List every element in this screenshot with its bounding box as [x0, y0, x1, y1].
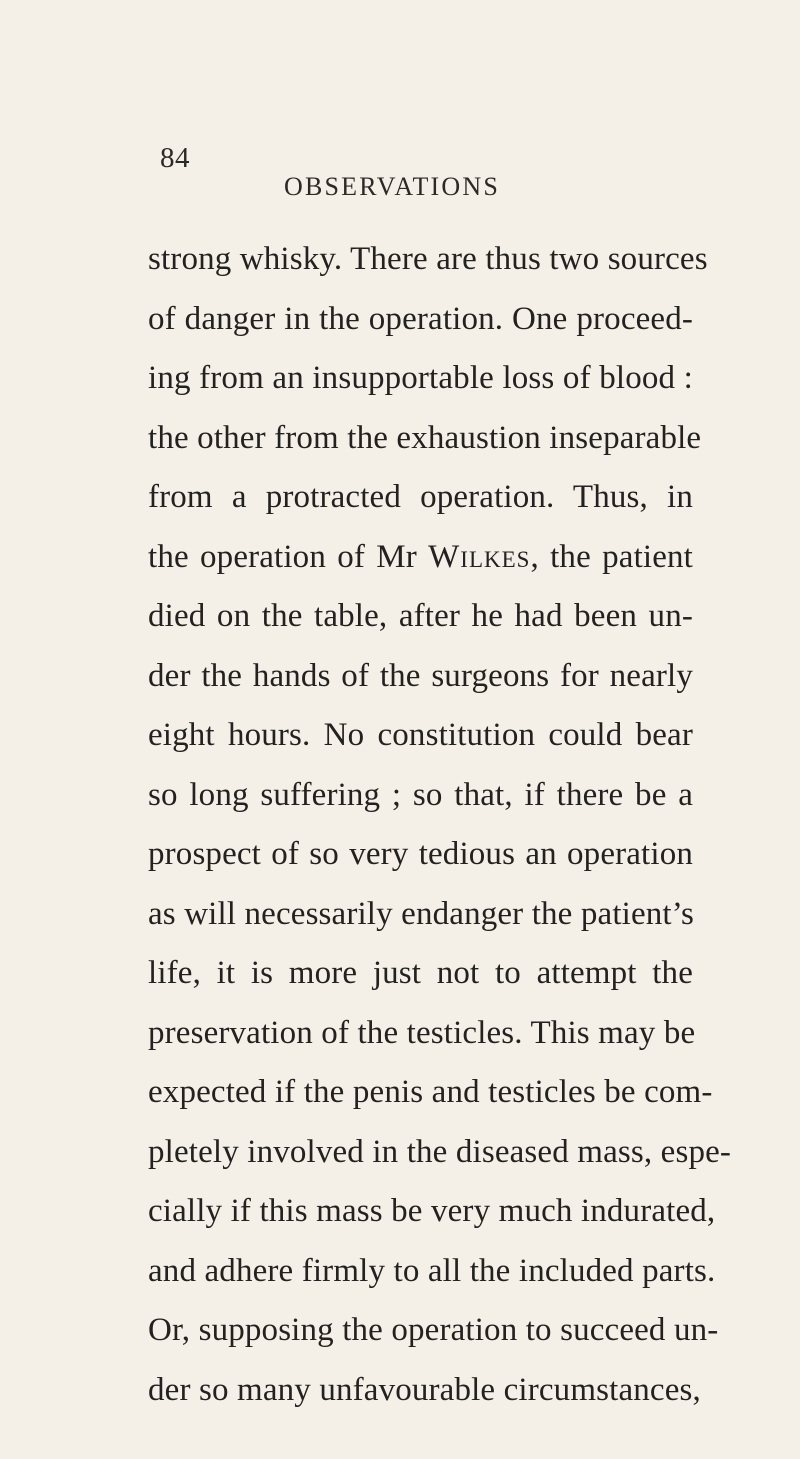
text-span: the operation of Mr: [148, 538, 429, 575]
text-line: der so many unfavourable circumstances,: [148, 1371, 701, 1408]
text-line: eight hours. No constitution could bear: [148, 717, 693, 753]
text-line: cially if this mass be very much indurated,: [148, 1193, 716, 1229]
text-line: life, it is more just not to attempt the: [148, 955, 693, 991]
text-span: , the patient: [530, 538, 693, 575]
text-line: of danger in the operation. One proceed-: [148, 300, 693, 337]
text-line: died on the table, after he had been un-: [148, 598, 693, 634]
text-line: expected if the penis and testicles be com-: [148, 1074, 713, 1110]
page-number: 84: [160, 142, 190, 174]
text-line: der the hands of the surgeons for nearly: [148, 657, 693, 694]
text-line: preservation of the testicles. This may be: [148, 1014, 696, 1051]
text-line: [148, 528, 693, 588]
text-line: prospect of so very tedious an operation: [148, 836, 693, 872]
text-line: strong whisky. There are thus two sources: [148, 241, 708, 277]
text-line: Or, supposing the operation to succeed un-: [148, 1312, 719, 1348]
surname-smallcaps: Wilkes: [428, 538, 531, 575]
body-text: [148, 230, 732, 1420]
text-line: so long suffering ; so that, if there be a: [148, 776, 693, 813]
text-line: pletely involved in the diseased mass, espe-: [148, 1133, 732, 1170]
text-line: ing from an insupportable loss of blood :: [148, 360, 693, 396]
text-line: from a protracted operation. Thus, in: [148, 479, 693, 515]
text-line: the other from the exhaustion inseparable: [148, 419, 702, 456]
running-head: OBSERVATIONS: [284, 172, 500, 201]
text-line: as will necessarily endanger the patient’s: [148, 895, 695, 932]
text-line: and adhere firmly to all the included parts.: [148, 1252, 716, 1289]
